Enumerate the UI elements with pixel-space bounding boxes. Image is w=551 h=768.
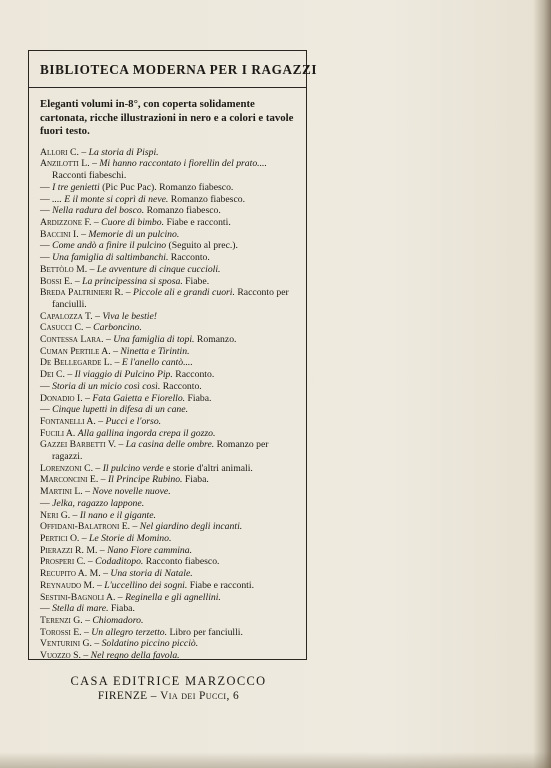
book-entry <box>40 252 297 264</box>
entry-dash: — <box>40 380 53 392</box>
book-description: Fiaba. <box>185 392 212 404</box>
entry-dash: – <box>115 591 126 603</box>
book-entry <box>40 615 297 627</box>
book-title: Piccole ali e grandi cuori. <box>132 287 235 299</box>
entry-dash: – <box>64 369 75 381</box>
book-title: La principessina si sposa. <box>82 275 183 287</box>
book-entry <box>40 603 297 615</box>
book-entry <box>40 229 297 241</box>
catalog-box <box>28 50 318 702</box>
address-number: , 6 <box>226 689 240 702</box>
entry-dash: – <box>82 392 93 404</box>
book-author: De Bellegarde L. <box>40 357 113 369</box>
book-title: Una storia di Natale. <box>110 568 193 580</box>
book-description: (Pic Puc Pac). Romanzo fiabesco. <box>99 181 234 193</box>
entry-dash: – <box>110 345 121 357</box>
book-author: Bettòlo M. <box>40 263 88 275</box>
entry-dash: — <box>40 193 53 205</box>
book-title: Come andò a finire il pulcino <box>52 240 167 252</box>
entry-dash: – <box>78 228 89 240</box>
entry-dash: – <box>97 544 108 556</box>
book-title: Il nano e il gigante. <box>79 509 156 521</box>
book-entry <box>40 240 297 252</box>
book-author: Torossi E. <box>40 626 82 638</box>
entry-dash: – <box>78 146 89 158</box>
catalog-intro: Eleganti volumi in-8°, con coperta solidamente cartonata, ricche illustrazioni in nero e a colori e tavole fuori testo. <box>40 98 294 138</box>
entry-dash: – <box>72 275 83 287</box>
book-author: Marconcini E. <box>40 474 99 486</box>
book-title: Viva le bestie! <box>102 310 158 322</box>
book-title: Memorie di un pulcino. <box>88 228 180 240</box>
book-title: Reginella e gli agnellini. <box>125 591 221 603</box>
book-title: Mi hanno raccontato i fiorellin del prato.... <box>99 158 267 170</box>
book-entry <box>40 369 297 381</box>
book-entry <box>40 217 297 229</box>
entry-dash: – <box>116 439 126 451</box>
book-author: Vuozzo S. <box>40 650 81 662</box>
entry-dash: – <box>93 462 103 474</box>
book-description: e storie d'altri animali. <box>163 462 253 474</box>
book-author: Offidani-Balatroni E. <box>40 521 131 533</box>
entry-dash: – <box>95 415 106 427</box>
entry-dash: – <box>83 322 94 334</box>
book-title: Nel giardino degli incanti. <box>139 521 243 533</box>
book-entry <box>40 276 297 288</box>
book-author: Ardizzone F. <box>40 217 92 228</box>
book-author: Anzilotti L. <box>40 158 90 170</box>
title-divider <box>29 87 306 88</box>
book-entry <box>40 322 297 334</box>
book-entry <box>40 404 297 416</box>
book-description: Fiaba. <box>182 474 209 486</box>
book-description: Racconti fiabeschi. <box>52 170 127 182</box>
book-entry <box>40 568 297 580</box>
book-title: Chiomadoro. <box>92 614 144 626</box>
entry-dash: – <box>82 614 93 626</box>
entry-dash: – <box>130 521 140 533</box>
book-entry <box>40 357 297 369</box>
page-edge-right <box>533 0 551 768</box>
entry-dash: — <box>40 603 53 615</box>
book-entry <box>40 556 297 568</box>
page-edge-bottom <box>0 752 551 768</box>
book-title: Ninetta e Tirintin. <box>120 345 190 357</box>
book-author: Neri G. <box>40 509 71 521</box>
book-author: Sestini-Bagnoli A. <box>40 591 116 603</box>
book-entry <box>40 545 297 557</box>
book-description: Fiabe e racconti. <box>187 579 254 591</box>
book-author: Breda Paltrinieri R. <box>40 287 124 299</box>
book-title: Fata Gaietta e Fiorello. <box>92 392 186 404</box>
entry-dash: – <box>103 334 114 346</box>
book-author: Pertici O. <box>40 532 80 544</box>
book-title: La storia di Pispi. <box>88 146 159 158</box>
entry-dash: – <box>98 474 108 486</box>
book-title: Una famiglia di saltimbanchi. <box>52 252 169 264</box>
entry-dash: – <box>91 217 102 228</box>
book-entry <box>40 346 297 358</box>
entry-dash: – <box>87 263 97 275</box>
book-author: Fucili A. <box>40 427 76 439</box>
book-entry <box>40 158 297 181</box>
book-title: Carboncino. <box>93 322 142 334</box>
book-entry <box>40 533 297 545</box>
entry-dash: – <box>85 556 96 568</box>
book-title: Il pulcino verde <box>102 462 164 474</box>
book-title: Cuore di bimbo. <box>101 217 165 228</box>
publisher-name: CASA EDITRICE MARZOCCO <box>70 673 267 688</box>
entry-dash: — <box>40 497 53 509</box>
book-author: Reynaudo M. <box>40 579 95 591</box>
book-entry <box>40 498 297 510</box>
catalog-title: BIBLIOTECA MODERNA PER I RAGAZZI <box>40 62 318 77</box>
book-entry <box>40 182 297 194</box>
book-author: Cuman Pertile A. <box>40 345 111 357</box>
book-entry <box>40 428 297 440</box>
entry-dash: — <box>40 404 53 416</box>
book-description: Libro per fanciulli. <box>167 626 243 638</box>
book-entry <box>40 264 297 276</box>
book-entry <box>40 381 297 393</box>
entry-dash: – <box>82 486 93 498</box>
book-entry <box>40 416 297 428</box>
entry-dash: – <box>100 568 111 580</box>
book-title: Codaditopo. <box>95 556 144 568</box>
book-author: Allori C. <box>40 146 79 158</box>
book-author: Contessa Lara. <box>40 334 104 346</box>
entry-dash: – <box>123 287 133 299</box>
address-street: Via dei Pucci <box>160 689 227 702</box>
book-title: Il viaggio di Pulcino Pip. <box>74 369 173 381</box>
book-title: Alla gallina ingorda crepa il gozzo. <box>77 427 216 439</box>
book-description: Racconto. <box>172 369 215 381</box>
book-title: La casina delle ombre. <box>125 439 215 451</box>
book-description: Fiabe e racconti. <box>164 217 231 228</box>
book-description: Fiabe. <box>182 275 210 287</box>
book-title: Le Storie di Momino. <box>89 532 172 544</box>
book-entry <box>40 439 297 462</box>
book-entry <box>40 510 297 522</box>
book-author: Gazzei Barbetti V. <box>40 439 117 451</box>
book-description: Racconto. <box>168 252 210 264</box>
entry-dash: — <box>40 252 53 264</box>
book-description: Romanzo fiabesco. <box>168 193 246 205</box>
book-title: Stella di mare. <box>52 603 109 615</box>
book-entry <box>40 463 297 475</box>
book-entry <box>40 311 297 323</box>
book-title: Nove novelle nuove. <box>92 486 171 498</box>
book-author: Terenzi G. <box>40 614 83 626</box>
book-author: Fontanelli A. <box>40 415 96 427</box>
book-entry <box>40 650 297 662</box>
book-entry <box>40 638 297 650</box>
entry-dash: – <box>70 509 80 521</box>
book-author: Martini L. <box>40 486 83 498</box>
entry-dash: — <box>40 240 53 252</box>
entry-dash: – <box>92 310 103 322</box>
book-description: Fiaba. <box>108 603 135 615</box>
book-title: Pucci e l'orso. <box>105 415 162 427</box>
book-author: Baccini I. <box>40 228 79 240</box>
book-author: Lorenzoni C. <box>40 462 93 474</box>
entry-dash: – <box>112 357 122 369</box>
entry-dash: – <box>80 650 91 662</box>
book-author: Capalozza T. <box>40 310 93 322</box>
book-entry <box>40 580 297 592</box>
book-description: Romanzo fiabesco. <box>144 205 221 217</box>
book-title: Jelka, ragazzo lappone. <box>52 497 145 509</box>
book-entry <box>40 486 297 498</box>
book-description: Romanzo per ragazzi. <box>52 439 269 463</box>
book-entry <box>40 194 297 206</box>
book-title: L'uccellino dei sogni. <box>104 579 188 591</box>
book-entry <box>40 592 297 604</box>
book-title: Nel regno della favola. <box>90 650 180 662</box>
book-entry <box>40 334 297 346</box>
book-title: E l'anello cantò.... <box>121 357 193 369</box>
book-entry <box>40 147 297 159</box>
book-title: Storia di un micio così così. <box>52 380 161 392</box>
book-entry <box>40 287 297 310</box>
publisher-address <box>40 689 297 704</box>
book-entry <box>40 393 297 405</box>
book-entry <box>40 627 297 639</box>
publisher-footer <box>40 673 297 704</box>
entry-dash: – <box>79 532 90 544</box>
book-title: Le avventure di cinque cuccioli. <box>96 263 221 275</box>
book-author: Bossi E. <box>40 275 73 287</box>
address-city: FIRENZE <box>97 689 148 702</box>
entry-dash: — <box>40 181 53 193</box>
entry-dash: – <box>89 158 100 170</box>
book-title: Un allegro terzetto. <box>91 626 168 638</box>
book-title: Cinque lupetti in difesa di un cane. <box>52 404 188 416</box>
book-author: Prosperi C. <box>40 556 86 568</box>
book-title: Nano Fiore cammina. <box>107 544 192 556</box>
book-author: Donadio I. <box>40 392 83 404</box>
book-author: Recupito A. M. <box>40 568 101 580</box>
book-author: Pierazzi R. M. <box>40 544 98 556</box>
entry-dash: – <box>81 626 92 638</box>
book-author: Dei C. <box>40 369 65 381</box>
address-separator: – <box>147 689 161 702</box>
book-title: Il Principe Rubino. <box>107 474 183 486</box>
book-author: Venturini G. <box>40 638 92 650</box>
entry-dash: – <box>94 579 105 591</box>
book-list <box>40 147 297 662</box>
book-entry <box>40 521 297 533</box>
book-description: Racconto. <box>160 380 202 392</box>
book-description: (Seguito al prec.). <box>166 240 238 252</box>
book-entry <box>40 205 297 217</box>
book-entry <box>40 474 297 486</box>
book-author: Casucci C. <box>40 322 84 334</box>
entry-dash: — <box>40 205 53 217</box>
entry-dash: – <box>91 638 102 650</box>
book-description: Racconto per fanciulli. <box>52 287 289 310</box>
book-title: .... E il monte si coprì di neve. <box>52 193 169 205</box>
book-title: Nella radura del bosco. <box>52 205 145 217</box>
book-description: Racconto fiabesco. <box>143 556 220 568</box>
book-title: Soldatino piccino picciò. <box>101 638 199 650</box>
book-description: Romanzo. <box>194 334 237 346</box>
book-title: I tre genietti <box>52 181 100 193</box>
book-title: Una famiglia di topi. <box>113 334 195 346</box>
